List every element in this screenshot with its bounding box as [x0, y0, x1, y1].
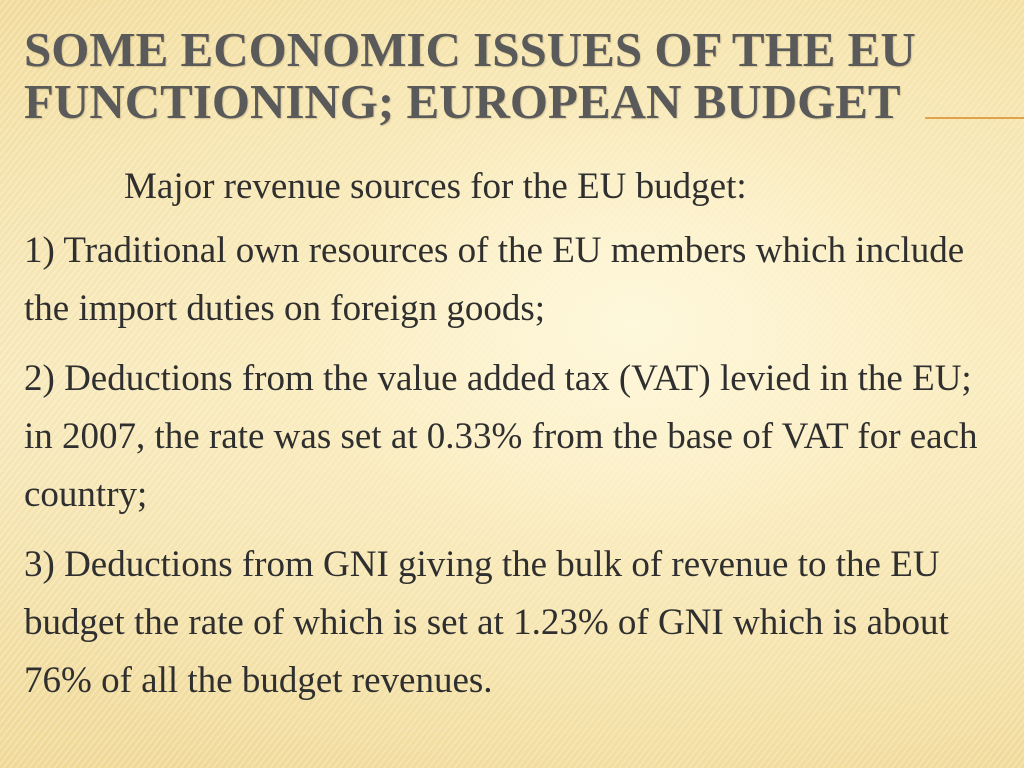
revenue-item-3: 3) Deductions from GNI giving the bulk of revenue to the EU budget the rate of which is set at 1.23% of GNI which is about 76% of all the budget revenues. — [24, 544, 949, 701]
slide-title-line-2: FUNCTIONING; EUROPEAN BUDGET — [24, 74, 901, 129]
revenue-item-1: 1) Traditional own resources of the EU members which include the import duties on foreign goods; — [24, 230, 965, 329]
slide-title — [24, 24, 1004, 128]
slide-body — [24, 158, 1009, 710]
title-underline-rule — [925, 117, 1024, 119]
revenue-item-2: 2) Deductions from the value added tax (VAT) levied in the EU; in 2007, the rate was set at 0.33% from the base of VAT for each country; — [24, 358, 978, 515]
slide-title-line-1: SOME ECONOMIC ISSUES OF THE EU — [24, 22, 916, 77]
body-subtitle: Major revenue sources for the EU budget: — [124, 166, 747, 207]
